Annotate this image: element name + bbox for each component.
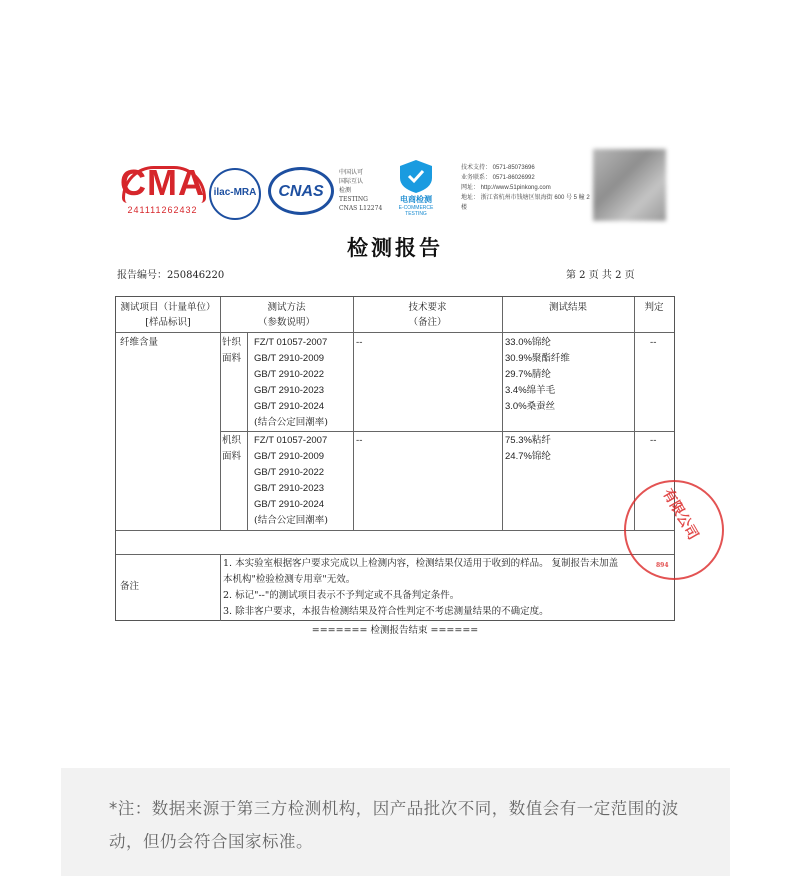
report-number-value: 250846220 — [167, 270, 225, 281]
test-results-table — [115, 296, 675, 621]
qr-code-image — [593, 149, 666, 221]
address-line: 地址： 浙江省杭州市钱塘区银海街 600 号 5 幢 2 楼 — [461, 195, 590, 211]
header-verdict: 判定 — [644, 302, 664, 313]
header-item: 测试项目（计量单位） [样品标识] — [120, 302, 216, 328]
business-line: 业务联系： 0571-86026992 — [461, 175, 535, 181]
contact-info — [461, 163, 591, 213]
remarks-list: 1. 本实验室根据客户要求完成以上检测内容，检测结果仅适用于收到的样品。 复制报告未加盖 本机构"检验检测专用章"无效。 2. 标记"--"的测试项目表示不予判定或不具备判定条件。 3. 除非客户要求，本报告检测结果及符合性判定不考虑测量结果的不确定度。 — [223, 558, 619, 617]
part-label: 机织 面料 — [222, 435, 242, 462]
cnas-info-line: 检测 — [339, 187, 352, 194]
cnas-info-line: 国际互认 — [339, 178, 364, 185]
verdict-value: -- — [650, 337, 657, 348]
footnote-box — [61, 768, 730, 876]
report-number — [117, 266, 224, 281]
cnas-info-line: CNAS L12274 — [339, 205, 383, 212]
ecommerce-label-en: E-COMMERCE TESTING — [398, 205, 434, 217]
result-list: 75.3%粘纤 24.7%锦纶 — [505, 435, 551, 462]
remarks-label: 备注 — [120, 581, 140, 592]
cnas-info-line: 中国认可 — [339, 169, 364, 176]
header-result: 测试结果 — [548, 302, 587, 313]
shield-icon — [390, 158, 442, 194]
verdict-value: -- — [650, 435, 657, 446]
method-list: FZ/T 01057-2007 GB/T 2910-2009 GB/T 2910-2022 GB/T 2910-2023 GB/T 2910-2024 (结合公定回潮率) — [254, 337, 328, 428]
cnas-info-line: TESTING — [339, 196, 368, 203]
cma-logo-text: CMA — [120, 162, 205, 203]
stamp-text: 有限公司 — [659, 486, 702, 543]
website-line: 网址： http://www.51pinkong.com — [461, 185, 551, 191]
cma-number: 241111262432 — [127, 205, 198, 215]
item-name: 纤维含量 — [120, 337, 159, 348]
report-title: 检测报告 — [347, 235, 443, 260]
ilac-logo-text: ilac-MRA — [213, 187, 257, 198]
requirement-value: -- — [356, 435, 363, 446]
result-list: 33.0%锦纶 30.9%聚酯纤维 29.7%腈纶 3.4%绵羊毛 3.0%桑蚕丝 — [505, 337, 570, 412]
stamp-number: 894 — [656, 562, 669, 569]
header-method: 测试方法 （参数说明） — [257, 302, 315, 328]
official-seal-stamp — [624, 480, 724, 580]
ecommerce-testing-logo — [390, 158, 442, 216]
cnas-info — [339, 168, 382, 213]
ecommerce-label-cn: 电商检测 — [400, 195, 432, 204]
tech-support-line: 技术支持： 0571-85073696 — [461, 165, 535, 171]
report-end-line: ======= 检测报告结束 ====== — [311, 625, 479, 636]
part-label: 针织 面料 — [222, 337, 242, 364]
footnote-text: *注：数据来源于第三方检测机构，因产品批次不同，数值会有一定范围的波动，但仍会符合国家标准。 — [109, 799, 679, 851]
method-list: FZ/T 01057-2007 GB/T 2910-2009 GB/T 2910-2022 GB/T 2910-2023 GB/T 2910-2024 (结合公定回潮率) — [254, 435, 328, 526]
cnas-logo — [268, 167, 334, 215]
header-requirement: 技术要求 （备注） — [408, 302, 447, 328]
cma-logo — [120, 163, 205, 220]
requirement-value: -- — [356, 337, 363, 348]
cnas-logo-text: CNAS — [278, 183, 324, 200]
report-number-label: 报告编号： — [117, 270, 167, 281]
ilac-mra-logo — [209, 168, 261, 220]
page-info: 第 2 页 共 2 页 — [566, 270, 635, 281]
